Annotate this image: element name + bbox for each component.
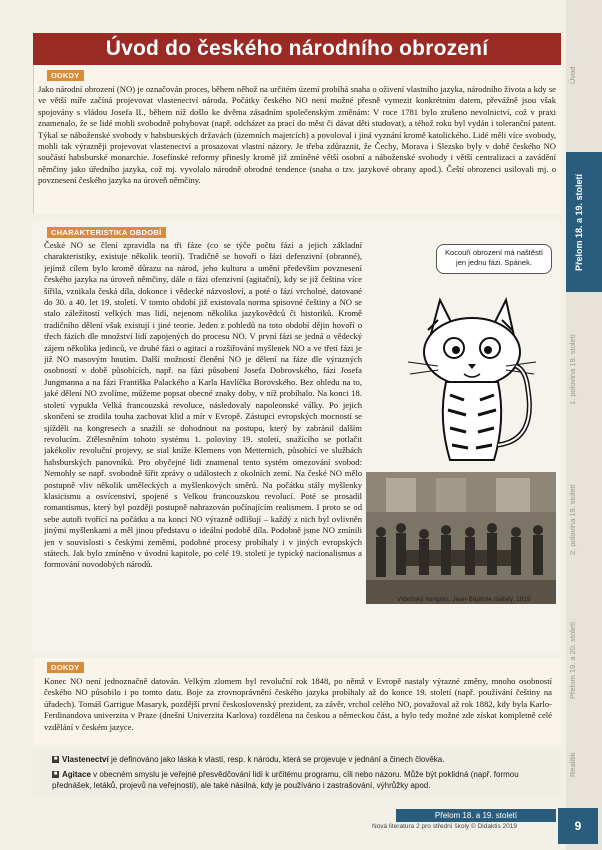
sidebar-tab-label: Přelom 18. a 19. století — [574, 173, 584, 271]
section-label-charakteristika: CHARAKTERISTIKA OBDOBÍ — [47, 227, 166, 238]
glossary-marker-icon: ■ — [53, 771, 58, 778]
sidebar-tab-active[interactable] — [566, 152, 602, 292]
sidebar-tab-prelom-19-20[interactable]: Přelom 19. a 20. století — [568, 621, 577, 699]
page-number: 9 — [558, 808, 598, 844]
sidebar-tab-uvod[interactable]: Úvod — [568, 66, 577, 84]
cat-illustration — [398, 270, 548, 470]
sidebar-tab-1-polovina[interactable]: 1. polovina 19. století — [568, 334, 577, 406]
page-title: Úvod do českého národního obrození — [33, 33, 561, 65]
glossary-definition: je definováno jako láska k vlasti, resp. k národu, která se projevuje v jednání a činech člověka. — [110, 755, 445, 764]
section-label-odkdy: ODKDY — [47, 70, 84, 81]
glossary-definition: v obecném smyslu je veřejné přesvědčování lidí k určitému programu, cíli nebo názoru. Může být poklidná (např. formou přednášek, letáků, projevů na veřejnosti), ale také násilná, kdy je používáno i zastrašování, výhrůžky apod. — [52, 770, 519, 790]
odkdy-text: Jako národní obrození (NO) je označován proces, během něhož na určitém území probíhá snaha o oživení vlastního jazyka, národního života a kdy se ve větší míře začíná projevovat vlastenectví národa. Počátky českého NO není možné přesně vymezit konkrétním datem, převážně jsou však spojovány s vládou Josefa II., během níž došlo ke dvěma zásadním společenským změnám: V roce 1781 bylo zrušeno nevolnictví, což v praxi znamenalo, že se lidé mohli svobodně pohybovat (např. odcházet za prací do měst či dávat děti studovat), a téhož roku byl vydán i toleranční patent. Týkal se náboženské svobody v habsburských državách (územních majetcích) a povoloval i jiná vyznání kromě katolického. Lidé měli více svobody, mohli tak výrazněji projevovat vlastenectví a prosazovat vlastní názory. Je třeba zdůraznit, že Čechy, Morava i Slezsko byly v době českého NO součástí habsburské monarchie. Josefínské reformy přinesly kromě již zmíněné větší osobní a náboženské svobody i větší centralizaci a zavádění němčiny jako úředního jazyka, což mj. vyvolalo národně obrodné tendence (snaha o tzv. jazykové obrany apod.). Čeští obrozenci usilovali mj. o povznesení českého jazyka na úroveň němčiny. — [38, 84, 556, 186]
charakteristika-text: České NO se člení zpravidla na tři fáze (co se týče počtu fází a jejich základní charakteristiky, existuje několik teorií). Tradičně se hovoří o fázi defenzivní (obranné), jejímž cílem bylo kromě důrazu na národ, jeho kulturu a umění především povznesení českého jazyka na úroveň němčiny, dále o fázi ofenzivní (agitační), kdy se již čeština více šířila, vznikala česká díla, dokonce i vědecké názvosloví, a poté o fázi vrcholné, datované do 30. a 40. let 19. století. V tomto období již existovala norma spisovné češtiny a NO se stalo záležitostí velkých mas lidí, nejenom několika jazykovědců či historiků. Kromě tradičního dělení však existují i jiné teorie. Jeden z pohledů na toto období dějin hovoří o třech fázích dle množství lidí zapojených do procesu NO. V první fázi se jedná o vědecký zájem několika jedinců, ve druhé fázi o agitaci a rozšiřování myšlenek NO a ve třetí fázi je již NO masovým hnutím. Další možností členění NO je dělení na fáze dle výrazných osobností v době působících, např. na fázi působení Josefa Dobrovského, fázi Josefa Jungmanna a na fázi Františka Palackého a Karla Havlíčka Borovského. Bez ohledu na to, jaké dělení NO zvolíme, můžeme popsat obecné znaky doby, v níž probíhalo. Na konci 18. století vypukla Velká francouzská revoluce, následovaly napoleonské války. Po jejich skončení se zrodila touha zachovat klid a mír v Evropě. Zástupci evropských mocností se sjížděli na kongresech a snažili se dohodnout na postupu, který by zabránil dalším revolucím. Ztělesněním tohoto systému 1. poloviny 19. století, snažícího se potlačit jakékoliv revoluční projevy, se stal kníže Klemens von Metternich, působící ve službách habsburských panovníků. Pro obyčejné lidi znamenal tento systém omezování svobod: Nemohly se např. svobodně šířit zprávy o událostech z okolních zemí. Na české NO mělo postupně vliv několik uměleckých a myšlenkových směrů. Na počátku stály myšlenky klasicismu a osvícenství, spojené s Velkou francouzskou revolucí. Poté se prosadil romantismus, který byl později postupně nahrazován počínajícím realismem. I proto se od sebe autoři tvořící na počátku a na konci NO výrazně odlišují – každý z nich byl ovlivněn jinými myšlenkami a měl jinou představu o ideální podobě díla. Podobně jsme NO zmínili jen v souvislosti s českými zeměmi, podobné procesy probíhaly i v jiných evropských státech. Jak bylo zmíněno v úvodní kapitole, po celé 19. století je typický nacionalismus a formování novodobých národů. — [44, 240, 362, 570]
vienna-congress-painting — [366, 472, 556, 604]
section-label-dokdy: DOKDY — [47, 662, 84, 673]
dokdy-text: Konec NO není jednoznačně datován. Velkým zlomem byl revoluční rok 1848, po němž v Evropě nastaly výrazné změny, mnoho osobností českého NO působilo i po tomto datu. Boje za zrovnoprávnění českého jazyka probíhaly až do konce 19. století (např. používání češtiny na úřadech). Tomáš Garrigue Masaryk, pozdější první československý prezident, za závěr, vrchol celého NO, považoval až rok 1882, kdy byla Karlo-Ferdinandova univerzita v Praze (dnešní Univerzita Karlova) rozdělena na českou a německou část, a bylo tedy možné zde získat kompletně celé vzdělání v českém jazyce. — [44, 676, 552, 732]
footer-chapter: Přelom 18. a 19. století — [396, 809, 556, 822]
sidebar-tab-realitik[interactable]: Realitik — [568, 752, 577, 778]
footer-publisher: Nová literatura 2 pro střední školy © Didaktis 2019 — [372, 823, 517, 830]
speech-bubble: Kocouří obrození má naštěstí jen jednu fázi. Spánek. — [436, 244, 552, 274]
glossary-term: Vlastenectví — [62, 755, 109, 764]
glossary-item-agitace — [52, 770, 552, 791]
glossary-term: Agitace — [62, 770, 91, 779]
glossary-item-vlastenectvi — [52, 755, 552, 766]
painting-caption: Vídeňský kongres, Jean-Baptiste Isabey, 1819 — [397, 596, 531, 603]
sidebar-tab-2-polovina[interactable]: 2. polovina 19. století — [568, 484, 577, 556]
glossary-marker-icon: ■ — [53, 756, 58, 763]
